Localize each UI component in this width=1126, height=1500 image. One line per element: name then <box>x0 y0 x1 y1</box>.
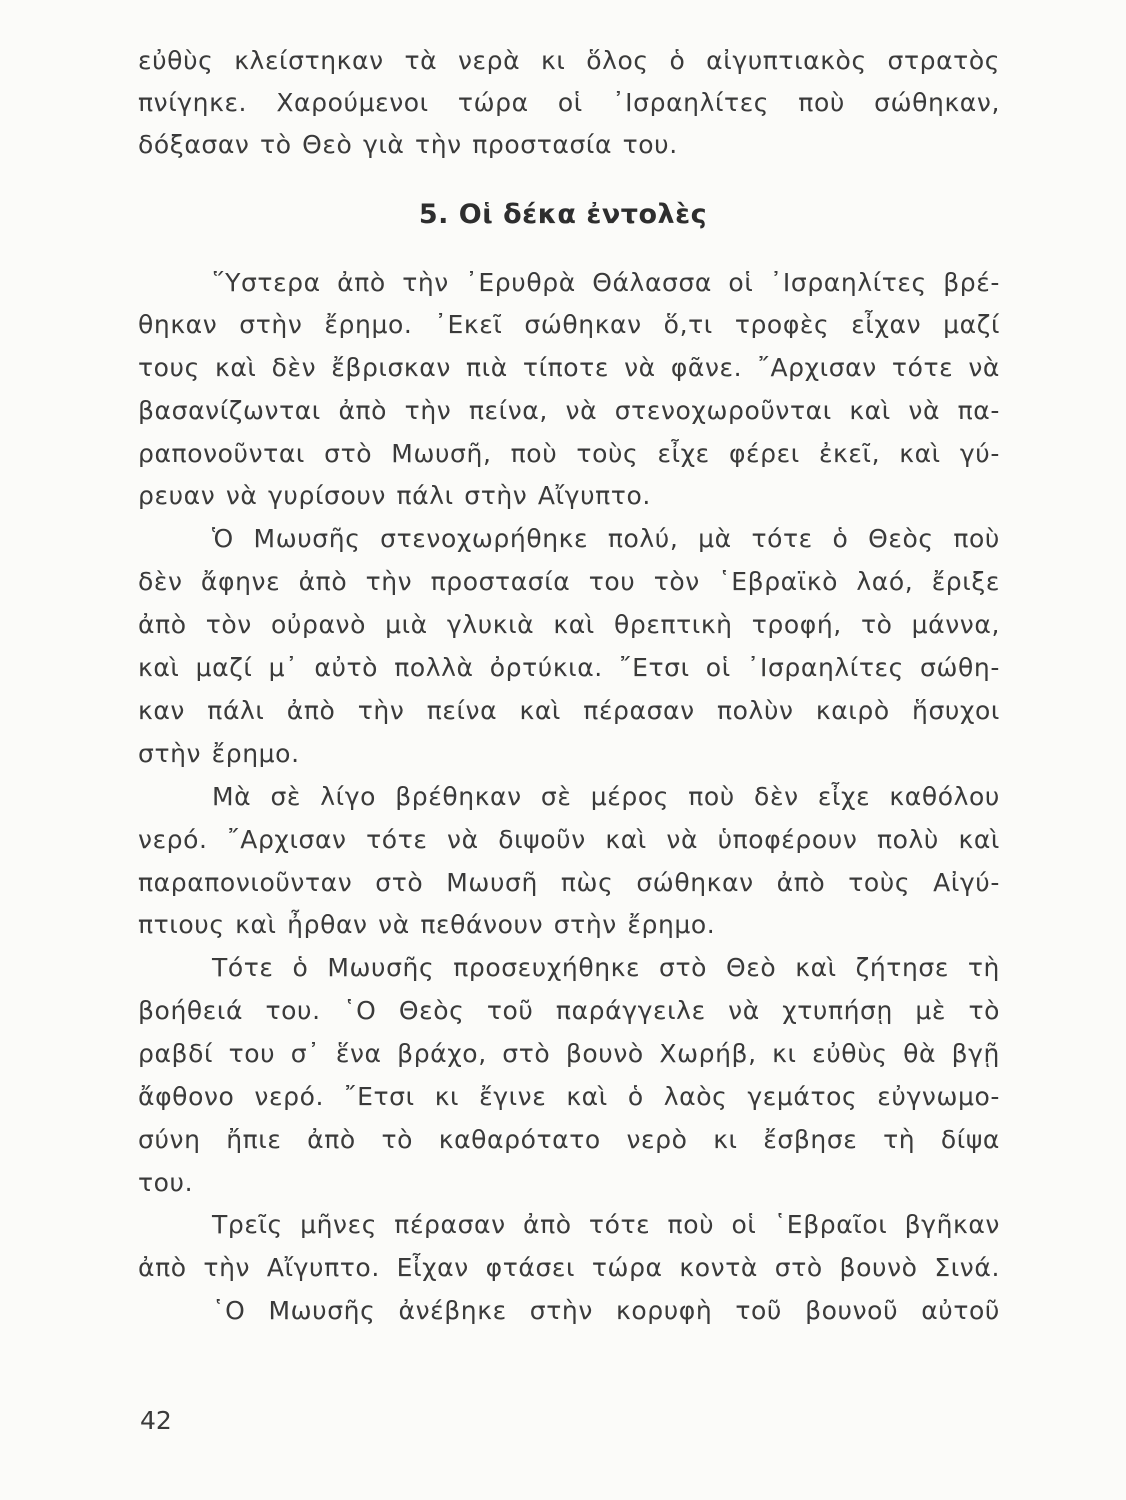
text-line-28: ῾Ο Μωυσῆς ἀνέβηκε στὴν κορυφὴ τοῦ βουνοῦ αὐτοῦ <box>212 1296 1000 1325</box>
text-line-27: ἀπὸ τὴν Αἴγυπτο. Εἶχαν φτάσει τώρα κοντὰ στὸ βουνὸ Σινά. <box>138 1253 1000 1282</box>
text-line-10: Ὁ Μωυσῆς στενοχωρήθηκε πολύ, μὰ τότε ὁ Θεὸς ποὺ <box>212 524 1000 553</box>
text-line-16: Μὰ σὲ λίγο βρέθηκαν σὲ μέρος ποὺ δὲν εἶχε καθόλου <box>212 782 1000 811</box>
text-line-7: βασανίζωνται ἀπὸ τὴν πείνα, νὰ στενοχωροῦνται καὶ νὰ πα- <box>138 396 1000 425</box>
text-line-21: βοήθειά του. ῾Ο Θεὸς τοῦ παράγγειλε νὰ χτυπήσῃ μὲ τὸ <box>138 996 1000 1025</box>
text-line-4: ῞Υστερα ἀπὸ τὴν ᾿Ερυθρὰ Θάλασσα οἱ ᾿Ισραηλίτες βρέ- <box>212 268 1000 297</box>
text-line-23: ἄφθονο νερό. ῎Ετσι κι ἔγινε καὶ ὁ λαὸς γεμάτος εὐγνωμο- <box>138 1082 1000 1111</box>
page-number: 42 <box>140 1406 172 1435</box>
text-line-1: εὐθὺς κλείστηκαν τὰ νερὰ κι ὅλος ὁ αἰγυπτιακὸς στρατὸς <box>138 46 1000 75</box>
text-line-3: δόξασαν τὸ Θεὸ γιὰ τὴν προστασία του. <box>138 130 678 159</box>
text-line-26: Τρεῖς μῆνες πέρασαν ἀπὸ τότε ποὺ οἱ ῾Εβραῖοι βγῆκαν <box>212 1210 1000 1239</box>
text-line-11: δὲν ἄφηνε ἀπὸ τὴν προστασία του τὸν ῾Εβραϊκὸ λαό, ἔριξε <box>138 567 1000 596</box>
text-line-5: θηκαν στὴν ἔρημο. ᾿Εκεῖ σώθηκαν ὅ,τι τροφὲς εἶχαν μαζί <box>138 310 1000 339</box>
section-heading: 5. Οἱ δέκα ἐντολὲς <box>418 199 708 230</box>
text-line-14: καν πάλι ἀπὸ τὴν πείνα καὶ πέρασαν πολὺν καιρὸ ἥσυχοι <box>138 696 1000 725</box>
text-line-6: τους καὶ δὲν ἔβρισκαν πιὰ τίποτε νὰ φᾶνε. ῎Αρχισαν τότε νὰ <box>138 353 1000 382</box>
text-line-18: παραπονιοῦνταν στὸ Μωυσῆ πὼς σώθηκαν ἀπὸ τοὺς Αἰγύ- <box>138 868 1000 897</box>
text-line-13: καὶ μαζί μ᾿ αὐτὸ πολλὰ ὀρτύκια. ῎Ετσι οἱ ᾿Ισραηλίτες σώθη- <box>138 653 1000 682</box>
text-line-24: σύνη ἤπιε ἀπὸ τὸ καθαρότατο νερὸ κι ἔσβησε τὴ δίψα <box>138 1125 1000 1154</box>
text-line-19: πτιους καὶ ἦρθαν νὰ πεθάνουν στὴν ἔρημο. <box>138 910 716 939</box>
text-line-22: ραβδί του σ᾿ ἕνα βράχο, στὸ βουνὸ Χωρήβ, κι εὐθὺς θὰ βγῇ <box>138 1039 1000 1068</box>
text-line-9: ρευαν νὰ γυρίσουν πάλι στὴν Αἴγυπτο. <box>138 481 651 510</box>
text-line-12: ἀπὸ τὸν οὐρανὸ μιὰ γλυκιὰ καὶ θρεπτικὴ τροφή, τὸ μάννα, <box>138 610 1000 639</box>
text-line-2: πνίγηκε. Χαρούμενοι τώρα οἱ ᾿Ισραηλίτες ποὺ σώθηκαν, <box>138 88 1000 117</box>
text-line-17: νερό. ῎Αρχισαν τότε νὰ διψοῦν καὶ νὰ ὑποφέρουν πολὺ καὶ <box>138 825 1000 854</box>
text-line-8: ραπονοῦνται στὸ Μωυσῆ, ποὺ τοὺς εἶχε φέρει ἐκεῖ, καὶ γύ- <box>138 439 1000 468</box>
text-line-20: Τότε ὁ Μωυσῆς προσευχήθηκε στὸ Θεὸ καὶ ζήτησε τὴ <box>212 953 1000 982</box>
text-line-25: του. <box>138 1168 194 1197</box>
text-line-15: στὴν ἔρημο. <box>138 739 300 768</box>
